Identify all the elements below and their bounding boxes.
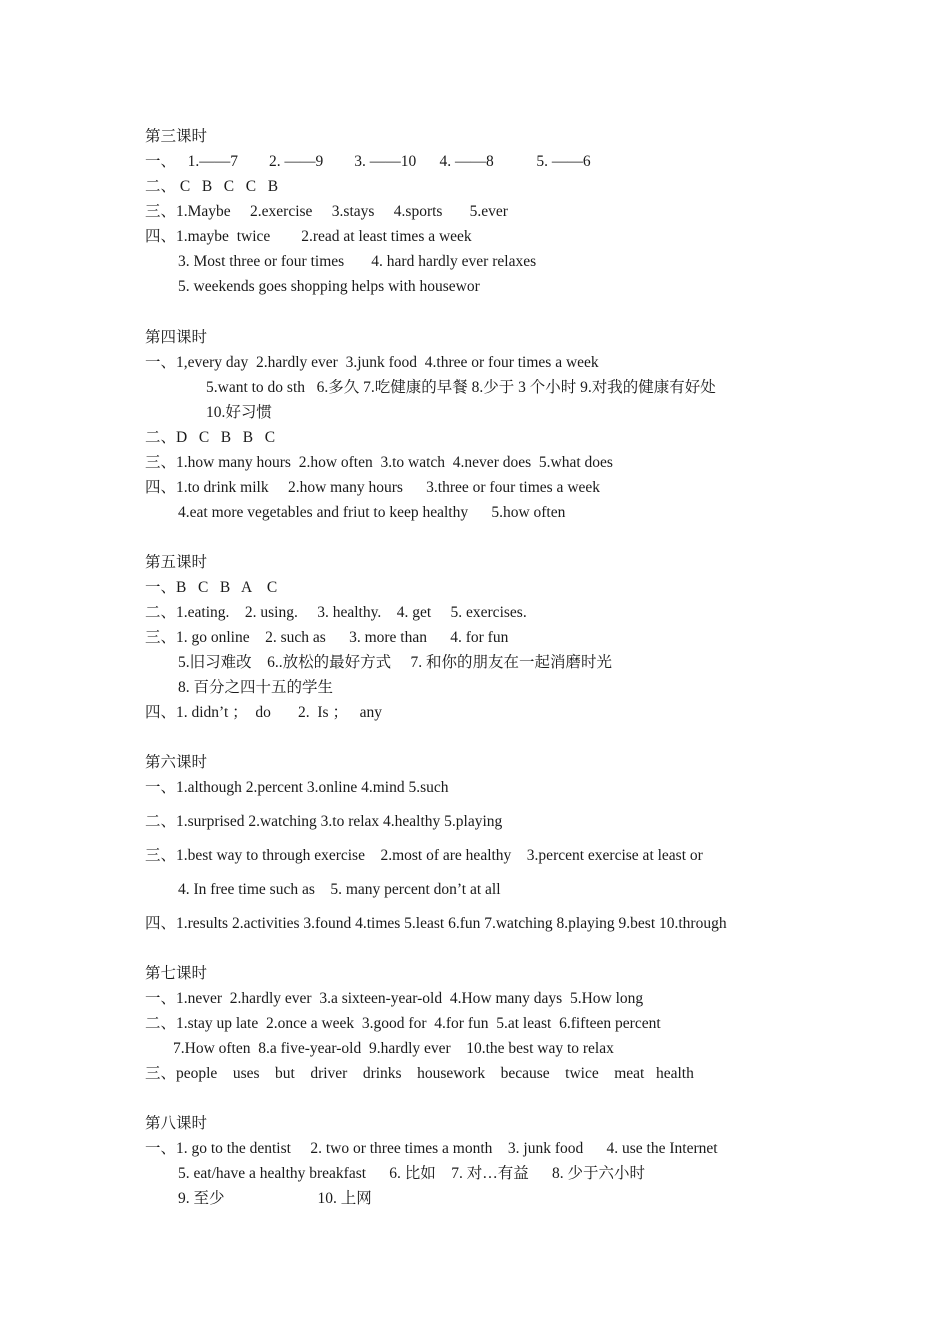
section-title: 第三课时 <box>145 128 208 145</box>
answer-line: 8. 百分之四十五的学生 <box>178 679 334 696</box>
answer-line: 三、1.best way to through exercise 2.most of are healthy 3.percent exercise at least or <box>145 847 703 864</box>
answer-line: 一、1.never 2.hardly ever 3.a sixteen-year-old 4.How many days 5.How long <box>145 990 644 1007</box>
section-lesson-4 <box>145 325 925 525</box>
answer-line: 3. Most three or four times 4. hard hardly ever relaxes <box>178 253 537 270</box>
answer-line: 一、1.although 2.percent 3.online 4.mind 5.such <box>145 779 449 796</box>
answer-line: 7.How often 8.a five-year-old 9.hardly ever 10.the best way to relax <box>173 1040 614 1057</box>
answer-line: 5.want to do sth 6.多久 7.吃健康的早餐 8.少于 3 个小时 9.对我的健康有好处 <box>206 379 716 396</box>
section-title: 第八课时 <box>145 1115 208 1132</box>
answer-line: 三、1. go online 2. such as 3. more than 4. for fun <box>145 629 509 646</box>
answer-line: 四、1.results 2.activities 3.found 4.times 5.least 6.fun 7.watching 8.playing 9.best 10.through <box>145 915 727 932</box>
section-title: 第四课时 <box>145 329 208 346</box>
answer-line: 一、1,every day 2.hardly ever 3.junk food 4.three or four times a week <box>145 354 599 371</box>
section-lesson-3 <box>145 124 925 299</box>
answer-line: 四、1.maybe twice 2.read at least times a week <box>145 228 472 245</box>
section-lesson-6 <box>145 750 925 936</box>
answer-line: 5. weekends goes shopping helps with housewor <box>178 278 480 295</box>
answer-line: 10.好习惯 <box>206 404 272 421</box>
answer-line: 5. eat/have a healthy breakfast 6. 比如 7. 对…有益 8. 少于六小时 <box>178 1165 646 1182</box>
answer-line: 4.eat more vegetables and friut to keep healthy 5.how often <box>178 504 566 521</box>
section-title: 第六课时 <box>145 754 208 771</box>
answer-line: 四、1. didn’t ； do 2. Is ； any <box>145 704 382 721</box>
answer-line: 二、 C B C C B <box>145 178 279 195</box>
answer-line: 二、1.stay up late 2.once a week 3.good for 4.for fun 5.at least 6.fifteen percent <box>145 1015 661 1032</box>
answer-line: 二、1.eating. 2. using. 3. healthy. 4. get 5. exercises. <box>145 604 527 621</box>
answer-line: 三、1.Maybe 2.exercise 3.stays 4.sports 5.ever <box>145 203 508 220</box>
section-lesson-5 <box>145 550 925 725</box>
answer-line: 二、D C B B C <box>145 429 276 446</box>
answer-line: 一、B C B A C <box>145 579 278 596</box>
answer-line: 三、1.how many hours 2.how often 3.to watch 4.never does 5.what does <box>145 454 613 471</box>
answer-line: 5.旧习难改 6..放松的最好方式 7. 和你的朋友在一起消磨时光 <box>178 654 613 671</box>
section-title: 第七课时 <box>145 965 208 982</box>
answer-line: 二、1.surprised 2.watching 3.to relax 4.healthy 5.playing <box>145 813 503 830</box>
section-lesson-8 <box>145 1111 925 1211</box>
section-title: 第五课时 <box>145 554 208 571</box>
answer-line: 四、1.to drink milk 2.how many hours 3.three or four times a week <box>145 479 601 496</box>
answer-line: 4. In free time such as 5. many percent don’t at all <box>178 881 501 898</box>
answer-document <box>145 124 925 1236</box>
answer-line: 三、people uses but driver drinks housework because twice meat health <box>145 1065 694 1082</box>
section-lesson-7 <box>145 961 925 1086</box>
answer-line: 9. 至少 10. 上网 <box>178 1190 372 1207</box>
answer-line: 一、 1.——7 2. ——9 3. ——10 4. ——8 5. ——6 <box>145 153 591 170</box>
answer-line: 一、1. go to the dentist 2. two or three times a month 3. junk food 4. use the Internet <box>145 1140 718 1157</box>
